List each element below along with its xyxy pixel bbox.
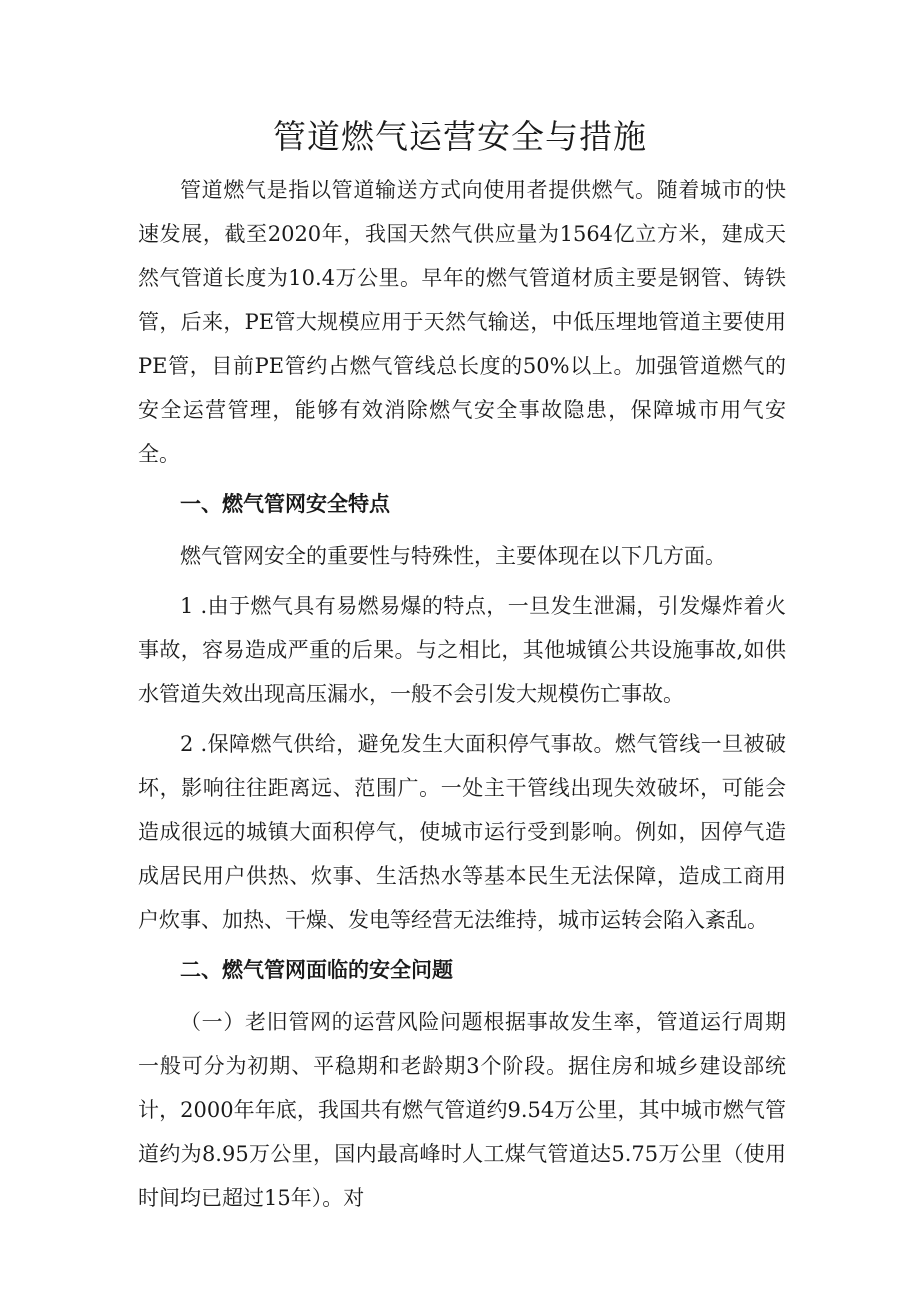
section-1-intro-paragraph: 燃气管网安全的重要性与特殊性，主要体现在以下几方面。: [180, 544, 726, 568]
old-network-paragraph: （一）老旧管网的运营风险问题根据事故发生率，管道运行周期一般可分为初期、平稳期和老龄期3个阶段。据住房和城乡建设部统计，2000年年底，我国共有燃气管道约9.54万公里，其中城市燃气管道约为8.95万公里，国内最高峰时人工煤气管道达5.75万公里（使用时间均已超过15年）。对: [138, 1010, 786, 1210]
point-1-paragraph: 1 .由于燃气具有易燃易爆的特点，一旦发生泄漏，引发爆炸着火事故，容易造成严重的后果。与之相比，其他城镇公共设施事故,如供水管道失效出现高压漏水，一般不会引发大规模伤亡事故。: [138, 594, 786, 706]
intro-paragraph: 管道燃气是指以管道输送方式向使用者提供燃气。随着城市的快速发展，截至2020年，我国天然气供应量为1564亿立方米，建成天然气管道长度为10.4万公里。早年的燃气管道材质主要是钢管、铸铁管，后来，PE管大规模应用于天然气输送，中低压埋地管道主要使用PE管，目前PE管约占燃气管线总长度的50%以上。加强管道燃气的安全运营管理，能够有效消除燃气安全事故隐患，保障城市用气安全。: [138, 178, 786, 466]
document-title: 管道燃气运营安全与措施: [273, 117, 647, 156]
point-2-paragraph: 2 .保障燃气供给，避免发生大面积停气事故。燃气管线一旦被破坏，影响往往距离远、范围广。一处主干管线出现失效破坏，可能会造成很远的城镇大面积停气，使城市运行受到影响。例如，因停气造成居民用户供热、炊事、生活热水等基本民生无法保障，造成工商用户炊事、加热、干燥、发电等经营无法维持，城市运转会陷入紊乱。: [138, 732, 786, 932]
section-heading-2: 二、燃气管网面临的安全问题: [180, 957, 453, 982]
section-heading-1: 一、燃气管网安全特点: [180, 491, 390, 516]
document-body: [138, 168, 786, 1220]
